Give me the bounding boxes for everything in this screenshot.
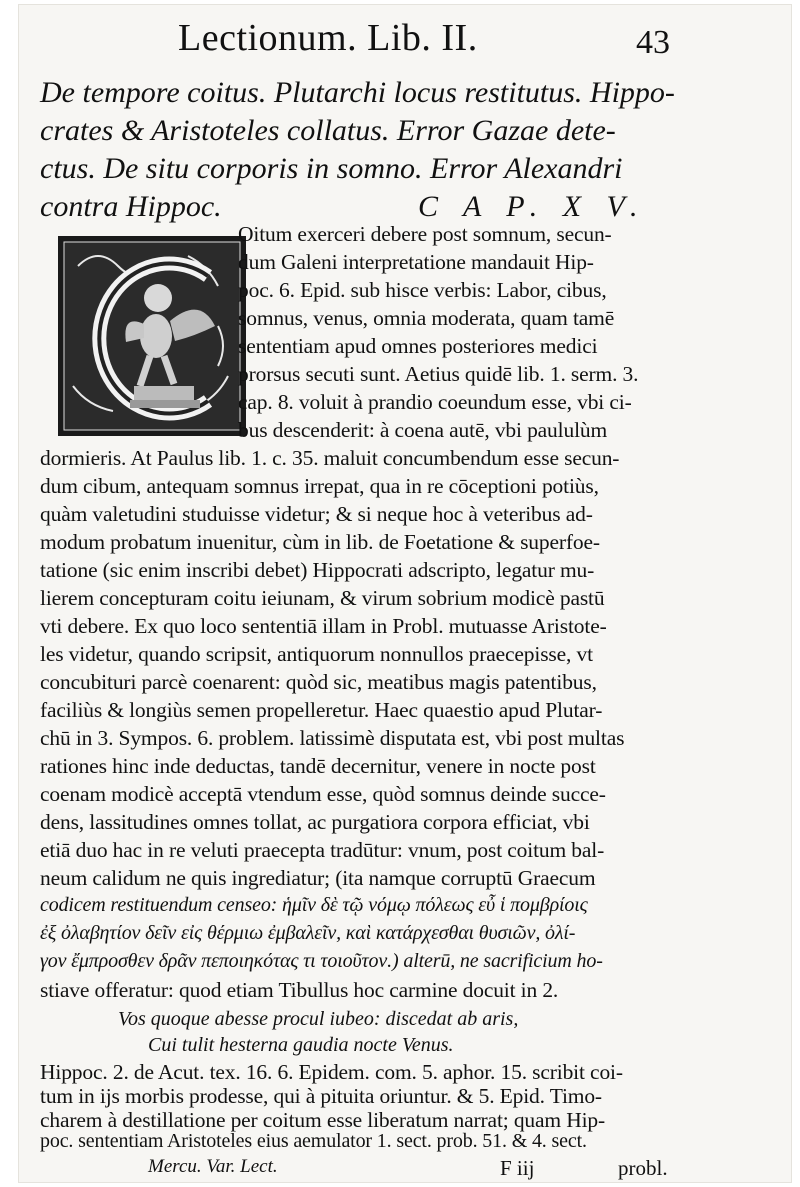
page-number: 43 bbox=[636, 24, 670, 61]
body-line: les videtur, quando scripsit, antiquorum nonnullos praecepisse, vt bbox=[40, 642, 593, 666]
body-line: concubituri parcè coenarent: quòd sic, meatibus magis patentibus, bbox=[40, 670, 597, 694]
body-line: sententiam apud omnes posteriores medici bbox=[238, 334, 598, 358]
verse-line: Cui tulit hesterna gaudia nocte Venus. bbox=[148, 1034, 454, 1056]
verse-line: Vos quoque abesse procul iubeo: discedat ab aris, bbox=[118, 1008, 519, 1030]
body-line: vti debere. Ex quo loco sententiā illam in Probl. mutuasse Aristote- bbox=[40, 614, 607, 638]
catchword-left: Mercu. Var. Lect. bbox=[148, 1156, 278, 1177]
body-line: poc. sententiam Aristoteles eius aemulator 1. sect. prob. 51. & 4. sect. bbox=[40, 1130, 587, 1152]
body-line: dens, lassitudines omnes tollat, ac purgatiora corpora efficiat, vbi bbox=[40, 810, 590, 834]
body-line: quàm valetudini studuisse videtur; & si neque hoc à veteribus ad- bbox=[40, 502, 593, 526]
body-line: dum cibum, antequam somnus irrepat, qua in re cōceptioni potiùs, bbox=[40, 474, 599, 498]
chapter-title-line: contra Hippoc. bbox=[40, 190, 222, 223]
body-line: codicem restituendum censeo: ἡμῖν δὲ τῷ νόμῳ πόλεως εὖ ἱ πομβρίοις bbox=[40, 894, 588, 916]
signature-mark: F iij bbox=[500, 1156, 535, 1180]
book-page bbox=[18, 4, 792, 1183]
body-line: tum in ijs morbis prodesse, qui à pituita oriuntur. & 5. Epid. Timo- bbox=[40, 1084, 602, 1108]
body-line: bus descenderit: à coena autē, vbi paululùm bbox=[238, 418, 608, 442]
body-line: dormieris. At Paulus lib. 1. c. 35. maluit concumbendum esse secun- bbox=[40, 446, 620, 470]
body-line: somnus, venus, omnia moderata, quam tamē bbox=[238, 306, 615, 330]
chapter-title-line: De tempore coitus. Plutarchi locus restitutus. Hippo- bbox=[40, 76, 675, 109]
body-line: prorsus secuti sunt. Aetius quidē lib. 1. serm. 3. bbox=[238, 362, 639, 386]
decorated-initial-cherub-icon bbox=[58, 236, 246, 436]
body-line: Hippoc. 2. de Acut. tex. 16. 6. Epidem. com. 5. aphor. 15. scribit coi- bbox=[40, 1060, 623, 1084]
body-line: rationes hinc inde deductas, tandē decernitur, venere in nocte post bbox=[40, 754, 596, 778]
body-line: etiā duo hac in re veluti praecepta tradūtur: vnum, post coitum bal- bbox=[40, 838, 605, 862]
chapter-number: C A P. X V. bbox=[418, 190, 647, 223]
body-line: poc. 6. Epid. sub hisce verbis: Labor, cibus, bbox=[238, 278, 607, 302]
body-line: faciliùs & longiùs semen propelleretur. Haec quaestio apud Plutar- bbox=[40, 698, 603, 722]
body-line: lierem concepturam coitu ieiunam, & virum sobrium modicè pastū bbox=[40, 586, 605, 610]
body-line: tatione (sic enim inscribi debet) Hippocrati adscripto, legatur mu- bbox=[40, 558, 595, 582]
body-line: ἐξ ὀλαβητίον δεῖν εἰς θέρμιω ἐμβαλεῖν, καὶ κατάρχεσθαι θυσιῶν, ὀλί- bbox=[40, 922, 576, 944]
body-line: dum Galeni interpretatione mandauit Hip- bbox=[238, 250, 594, 274]
body-line: modum probatum inuenitur, cùm in lib. de Foetatione & superfoe- bbox=[40, 530, 600, 554]
body-line: chū in 3. Sympos. 6. problem. latissimè disputata est, vbi post multas bbox=[40, 726, 625, 750]
chapter-title-line: ctus. De situ corporis in somno. Error Alexandri bbox=[40, 152, 623, 185]
running-head: Lectionum. Lib. II. bbox=[178, 17, 478, 59]
chapter-title-line: crates & Aristoteles collatus. Error Gazae dete- bbox=[40, 114, 616, 147]
body-line: stiave offeratur: quod etiam Tibullus hoc carmine docuit in 2. bbox=[40, 978, 559, 1002]
body-line: cap. 8. voluit à prandio coeundum esse, vbi ci- bbox=[238, 390, 632, 414]
body-line: neum calidum ne quis ingrediatur; (ita namque corruptū Graecum bbox=[40, 866, 596, 890]
body-line: coenam modicè acceptā vtendum esse, quòd somnus deinde succe- bbox=[40, 782, 606, 806]
body-line: Oitum exerceri debere post somnum, secun- bbox=[238, 222, 612, 246]
catchword-right: probl. bbox=[618, 1156, 668, 1180]
body-line: charem à destillatione per coitum esse liberatum narrat; quam Hip- bbox=[40, 1108, 606, 1132]
body-line: γον ἔμπροσθεν δρᾶν πεποιηκότας τι τοιοῦτον.) alterū, ne sacrificium ho- bbox=[40, 950, 603, 972]
